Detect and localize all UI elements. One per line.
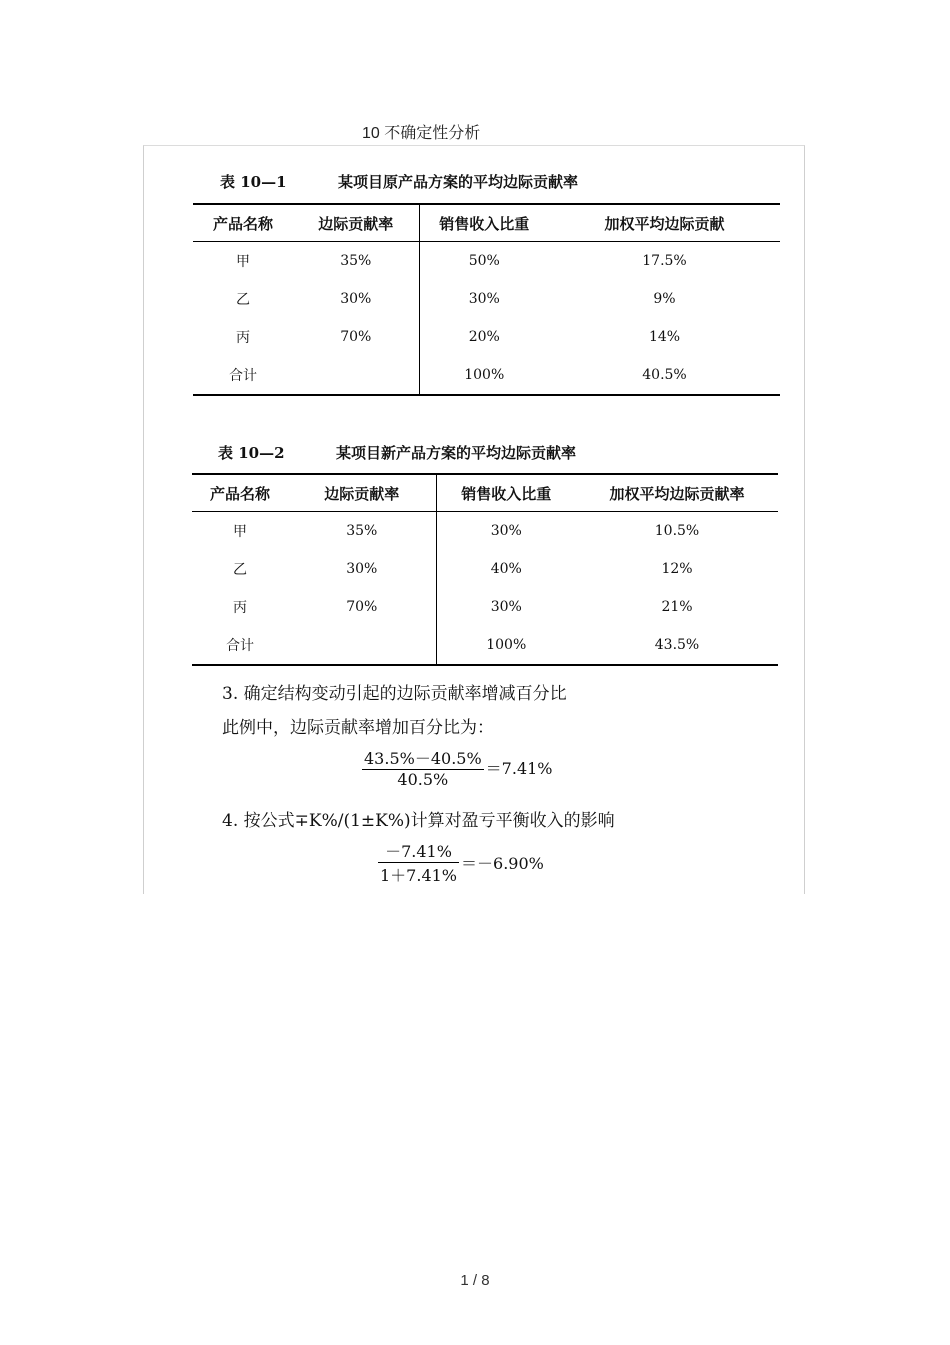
table-row: [193, 318, 780, 356]
formula-result: ＝7.41%: [485, 759, 553, 778]
section3-heading: 3. 确定结构变动引起的边际贡献率增减百分比: [222, 684, 567, 704]
table-cell: 乙: [233, 562, 247, 578]
table-row: [193, 356, 780, 395]
table1-col-header: 产品名称: [193, 204, 293, 242]
table-cell: 17.5%: [642, 253, 687, 269]
table-cell: 50%: [419, 242, 549, 281]
table1-col-header: 边际贡献率: [293, 204, 419, 242]
table-cell: 30%: [436, 588, 576, 626]
table-row: [192, 512, 778, 551]
table-cell: 30%: [419, 280, 549, 318]
table2-caption: [218, 442, 577, 463]
table-row: [193, 280, 780, 318]
table-cell: 70%: [340, 329, 372, 345]
table-cell: 40.5%: [549, 356, 780, 395]
table-cell: 100%: [436, 626, 576, 665]
table-cell: 35%: [346, 523, 378, 539]
table-row: [192, 588, 778, 626]
table1-caption: [220, 171, 579, 192]
table1-col-header: 销售收入比重: [419, 204, 549, 242]
table2-title: 某项目新产品方案的平均边际贡献率: [336, 444, 577, 462]
table-cell: 丙: [233, 600, 247, 616]
table-cell: 合计: [193, 356, 293, 395]
table-row: [192, 550, 778, 588]
table-cell: 21%: [661, 599, 693, 615]
table2-label: 表 10—2: [218, 444, 285, 462]
table-row: [193, 242, 780, 281]
table-cell: 丙: [236, 330, 250, 346]
table1-col-header: 加权平均边际贡献: [549, 204, 780, 242]
table-cell: 35%: [340, 253, 372, 269]
table-cell: [288, 626, 436, 665]
fraction: [362, 746, 484, 789]
table-cell: 30%: [340, 291, 372, 307]
table-cell: 30%: [346, 561, 378, 577]
table2-col-header: 边际贡献率: [288, 474, 436, 512]
page-number: 1 / 8: [460, 1272, 490, 1289]
running-header: 10 不确定性分析: [362, 125, 481, 142]
section3-text: 此例中，边际贡献率增加百分比为：: [222, 718, 494, 738]
table-cell: 甲: [236, 254, 250, 270]
table2-col-header: 销售收入比重: [436, 474, 576, 512]
table2-col-header: 加权平均边际贡献率: [576, 474, 778, 512]
table-cell: 14%: [648, 329, 681, 345]
fraction-numerator: －7.41%: [385, 842, 452, 861]
table-cell: 甲: [233, 524, 247, 540]
formula-breakeven-impact: [378, 839, 544, 886]
table-cell: 100%: [419, 356, 549, 395]
formula-result: ＝－6.90%: [461, 854, 544, 873]
fraction-numerator: 43.5%－40.5%: [364, 749, 482, 768]
table1-title: 某项目原产品方案的平均边际贡献率: [338, 173, 579, 191]
fraction: [378, 839, 459, 886]
table-cell: [293, 356, 419, 395]
table-cell: 乙: [236, 292, 250, 308]
table-cell: 9%: [653, 291, 676, 307]
table-cell: 20%: [419, 318, 549, 356]
table2: [192, 473, 778, 666]
table-cell: 43.5%: [576, 626, 778, 665]
formula-structure-change: [362, 746, 553, 789]
section4-heading: 4. 按公式∓K%/(1±K%)计算对盈亏平衡收入的影响: [222, 811, 615, 831]
table-cell: 合计: [192, 626, 288, 665]
table2-header-row: [192, 474, 778, 512]
fraction-denominator: 1＋7.41%: [378, 862, 459, 886]
table1: [193, 203, 780, 396]
table-cell: 12%: [661, 561, 693, 577]
table1-label: 表 10—1: [220, 173, 287, 191]
table2-col-header: 产品名称: [192, 474, 288, 512]
table-cell: 10.5%: [654, 523, 700, 539]
table-row: [192, 626, 778, 665]
table-cell: 30%: [436, 512, 576, 551]
table1-header-row: [193, 204, 780, 242]
table-cell: 40%: [436, 550, 576, 588]
table-cell: 70%: [346, 599, 378, 615]
fraction-denominator: 40.5%: [362, 769, 484, 789]
